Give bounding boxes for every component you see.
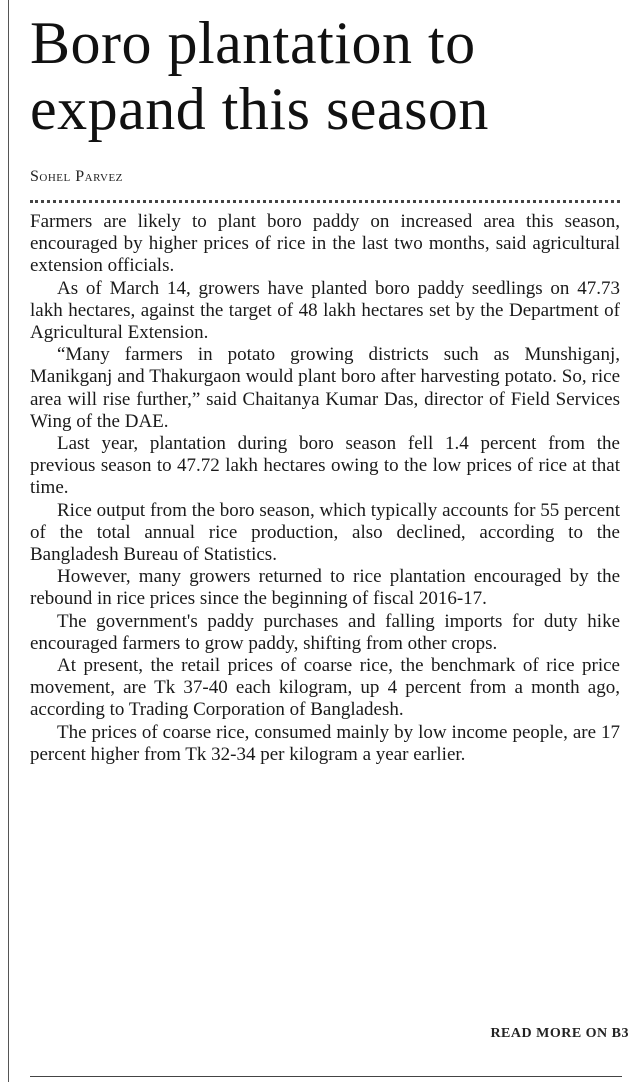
paragraph: “Many farmers in potato growing districts such as Munshiganj, Manikganj and Thakurgaon would plant boro after harvesting potato. So, rice area will rise further,” said Chaitanya Kumar Das, director of Field Services Wing of the DAE. — [30, 344, 620, 432]
paragraph: The government's paddy purchases and falling imports for duty hike encouraged farmers to grow paddy, shifting from other crops. — [30, 610, 620, 654]
article-body — [30, 211, 620, 766]
byline: Sohel Parvez — [30, 168, 123, 185]
paragraph: At present, the retail prices of coarse rice, the benchmark of rice price movement, are Tk 37-40 each kilogram, up 4 percent from a month ago, according to Trading Corporation of Bangladesh. — [30, 655, 620, 721]
dotted-divider — [30, 200, 620, 203]
bottom-rule — [30, 1076, 622, 1077]
paragraph: Farmers are likely to plant boro paddy on increased area this season, encouraged by higher prices of rice in the last two months, said agricultural extension officials. — [30, 211, 620, 277]
paragraph: Last year, plantation during boro season fell 1.4 percent from the previous season to 47.72 lakh hectares owing to the low prices of rice at that time. — [30, 433, 620, 499]
headline: Boro plantation to expand this season — [30, 10, 489, 142]
paragraph: However, many growers returned to rice plantation encouraged by the rebound in rice prices since the beginning of fiscal 2016-17. — [30, 566, 620, 610]
paragraph: As of March 14, growers have planted boro paddy seedlings on 47.73 lakh hectares, against the target of 48 lakh hectares set by the Department of Agricultural Extension. — [30, 277, 620, 344]
column-rule — [8, 0, 9, 1082]
read-more-jump: READ MORE ON B3 — [490, 1026, 629, 1041]
news-article — [30, 10, 620, 766]
paragraph: The prices of coarse rice, consumed mainly by low income people, are 17 percent higher from Tk 32-34 per kilogram a year earlier. — [30, 721, 620, 765]
paragraph: Rice output from the boro season, which typically accounts for 55 percent of the total annual rice production, also declined, according to the Bangladesh Bureau of Statistics. — [30, 499, 620, 566]
